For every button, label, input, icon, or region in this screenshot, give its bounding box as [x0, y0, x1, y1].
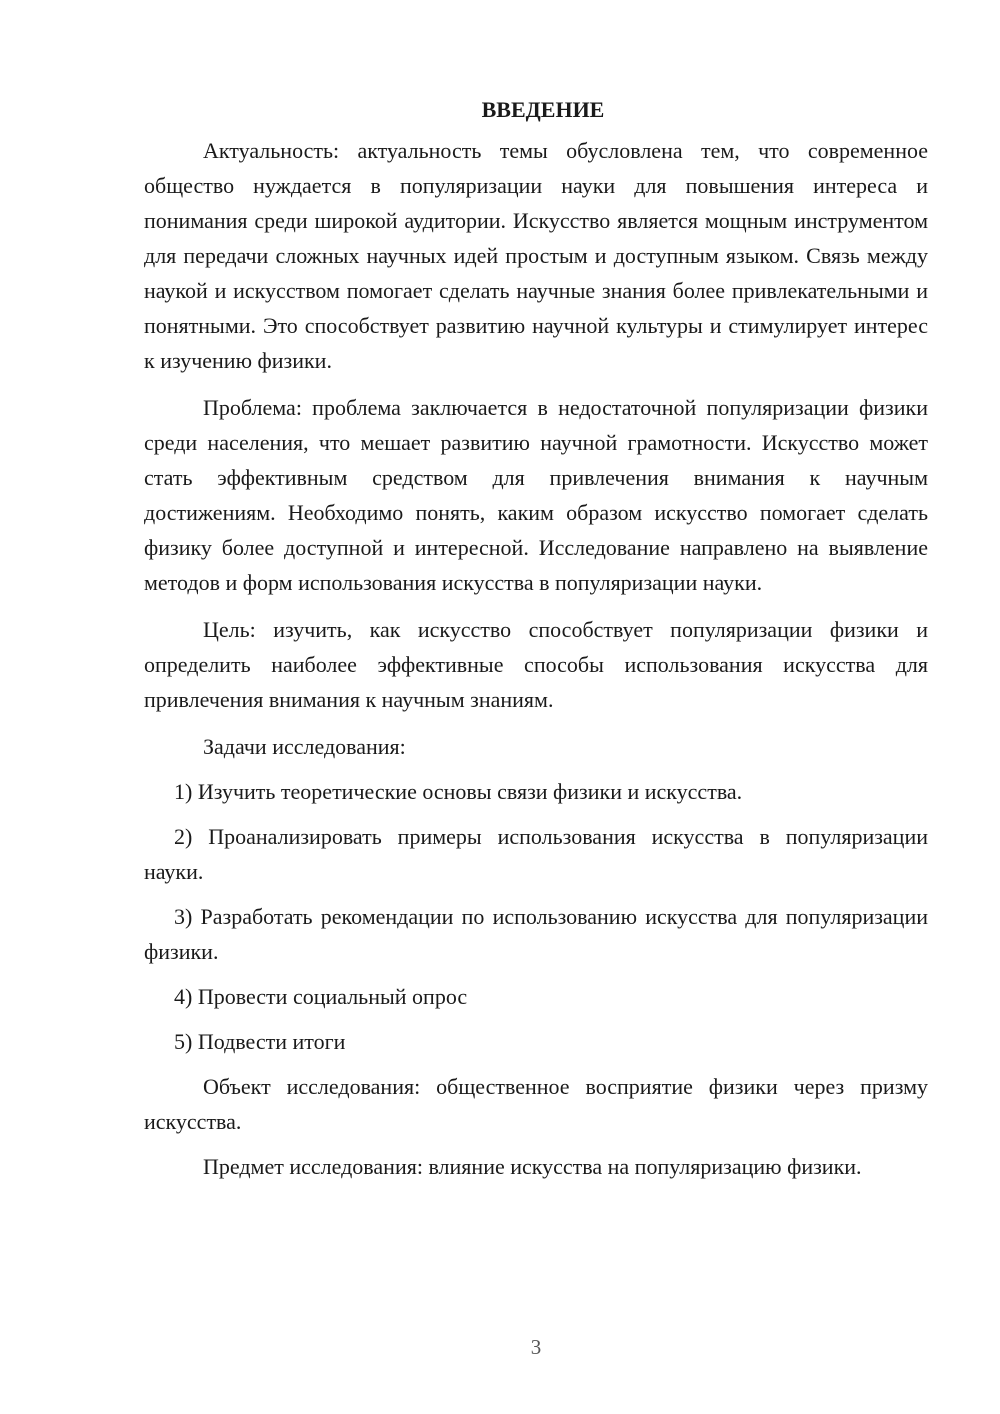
task-item-4: 4) Провести социальный опрос: [174, 984, 468, 1009]
tasks-heading: Задачи исследования:: [203, 734, 406, 759]
task-item-3: 3) Разработать рекомендации по использованию искусства для популяризации физики.: [144, 904, 928, 964]
page-title: ВВЕДЕНИЕ: [481, 97, 605, 122]
subject-paragraph: Предмет исследования: влияние искусства на популяризацию физики.: [203, 1154, 862, 1179]
object-paragraph: Объект исследования: общественное восприятие физики через призму искусства.: [144, 1074, 928, 1134]
page-number: 3: [530, 1335, 542, 1359]
task-item-5: 5) Подвести итоги: [174, 1029, 346, 1054]
page-content: [144, 92, 928, 1184]
goal-paragraph: Цель: изучить, как искусство способствует популяризации физики и определить наиболее эффективные способы использования искусства для привлечения внимания к научным знаниям.: [144, 617, 928, 712]
task-item-1: 1) Изучить теоретические основы связи физики и искусства.: [174, 779, 743, 804]
problem-paragraph: Проблема: проблема заключается в недостаточной популяризации физики среди населения, что мешает развитию научной грамотности. Искусство может стать эффективным средством для привлечения внимания к научным достижениям. Необходимо понять, каким образом искусство помогает сделать физику более доступной и интересной. Исследование направлено на выявление методов и форм использования искусства в популяризации науки.: [144, 395, 928, 595]
task-item-2: 2) Проанализировать примеры использования искусства в популяризации науки.: [144, 824, 928, 884]
relevance-paragraph: Актуальность: актуальность темы обусловлена тем, что современное общество нуждается в популяризации науки для повышения интереса и понимания среди широкой аудитории. Искусство является мощным инструментом для передачи сложных научных идей простым и доступным языком. Связь между наукой и искусством помогает сделать научные знания более привлекательными и понятными. Это способствует развитию научной культуры и стимулирует интерес к изучению физики.: [144, 138, 928, 373]
